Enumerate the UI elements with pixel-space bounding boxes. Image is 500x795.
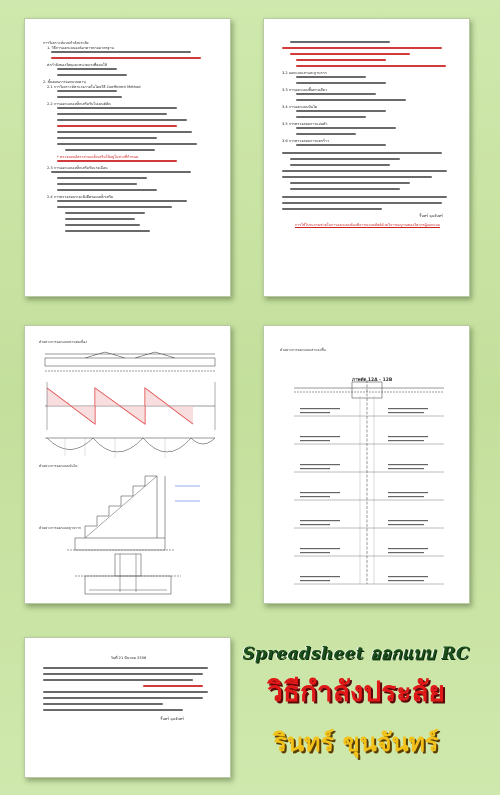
- text-line: [290, 164, 390, 166]
- section-line: 3.2 ออกแบบเสาและฐานราก: [282, 71, 327, 75]
- section-line: 2. ขั้นตอนการออกแบบคาน: [43, 80, 86, 84]
- signature: ริ้นทร์ ฉุนจันทร์: [160, 717, 184, 721]
- text-line: [57, 74, 127, 76]
- section-line: 2.4 การตรวจสอบระยะฝังยึดของเหล็กเสริม: [47, 195, 114, 199]
- title-method: วิธีกำลังประลัย: [267, 675, 445, 708]
- section-line: 3.3 การออกแบบพื้นทางเดียว: [282, 88, 328, 92]
- text-line: [43, 667, 208, 669]
- text-line: [57, 125, 177, 127]
- text-line: [296, 110, 386, 112]
- text-line: [290, 53, 410, 55]
- text-line: [51, 57, 201, 59]
- text-line: [282, 202, 442, 204]
- text-line: [43, 691, 208, 693]
- figure-caption: ตัวอย่างการออกแบบฐานราก: [39, 526, 81, 530]
- text-line: [296, 93, 376, 95]
- section-line: 2.3 การออกแบบเหล็กเสริมรับแรงเฉือน: [47, 166, 108, 170]
- closing-note: การใช้โปรแกรมช่วยในการออกแบบต้องพิจารณาผลลัพธ์ด้วยวิจารณญาณของวิศวกรผู้ออกแบบ: [294, 223, 441, 227]
- text-line: [296, 59, 386, 61]
- text-line: [57, 137, 157, 139]
- text-line: [57, 68, 117, 70]
- text-line: [57, 183, 137, 185]
- footing-section: [75, 554, 181, 594]
- section-line: ค่ากำลังของวัสดุและหน่วยแรงที่ยอมให้: [47, 63, 108, 67]
- author-name: รินทร์ ขุนจันทร์: [273, 728, 439, 757]
- text-line: [282, 170, 447, 172]
- text-line: [296, 76, 366, 78]
- text-line: [65, 149, 155, 151]
- text-line: [65, 218, 135, 220]
- column-detail-drawing: [264, 326, 470, 604]
- note-line: * ตรวจสอบอัตราส่วนเหล็กเสริมให้อยู่ในช่วงที่กำหนด: [57, 155, 139, 159]
- annotation-marks: [300, 408, 428, 581]
- text-line: [57, 90, 117, 92]
- text-line: [282, 196, 447, 198]
- text-line: [43, 703, 163, 705]
- drawing-page-3: [24, 325, 231, 604]
- text-line: [57, 113, 167, 115]
- text-line: [57, 131, 192, 133]
- moment-diagram: [45, 438, 215, 458]
- title-spreadsheet: Spreadsheet ออกแบบ RC: [242, 644, 470, 664]
- section-title: ภาพตัด 12A - 12B: [352, 378, 393, 383]
- figure-caption: ตัวอย่างการออกแบบบันได: [39, 464, 78, 468]
- text-line: [65, 230, 150, 232]
- text-line: [143, 685, 203, 687]
- drawing-page-4: [263, 325, 470, 604]
- text-line: [57, 177, 147, 179]
- section-line: 3.5 การตรวจสอบการแอ่นตัว: [282, 122, 328, 126]
- text-line: [57, 119, 187, 121]
- text-line: [290, 158, 400, 160]
- text-line: [43, 709, 183, 711]
- text-line: [296, 99, 406, 101]
- document-page-5: [24, 637, 231, 778]
- document-page-1: [24, 18, 231, 297]
- text-line: [57, 200, 187, 202]
- document-page-2: [263, 18, 470, 297]
- text-line: [57, 189, 157, 191]
- text-line: [296, 82, 386, 84]
- text-line: [43, 673, 203, 675]
- text-line: [296, 65, 446, 67]
- text-line: [296, 116, 366, 118]
- shear-diagram: [45, 382, 215, 430]
- text-line: [57, 143, 197, 145]
- text-line: [57, 160, 177, 162]
- section-line: 1. วิธีการออกแบบองค์อาคารตามมาตรฐาน: [47, 46, 114, 50]
- text-line: [65, 212, 145, 214]
- stair-section: [67, 476, 200, 550]
- text-line: [290, 41, 390, 43]
- text-line: [43, 697, 203, 699]
- text-line: [57, 96, 122, 98]
- section-line: 2.2 การออกแบบเหล็กเสริมรับโมเมนต์ดัด: [47, 102, 111, 106]
- text-line: [290, 188, 400, 190]
- text-line: [282, 176, 432, 178]
- text-line: [290, 182, 410, 184]
- text-line: [43, 679, 193, 681]
- section-line: 2.1 การวิเคราะห์หาแรงภายในโดยวิธี Coefficient Method: [47, 85, 141, 89]
- text-line: [282, 47, 442, 49]
- text-line: [51, 171, 191, 173]
- text-line: [296, 133, 356, 135]
- figure-caption: ตัวอย่างการออกแบบคานต่อเนื่อง: [39, 340, 87, 344]
- beam-elevation: [45, 352, 215, 371]
- text-line: [282, 152, 442, 154]
- text-line: [296, 144, 386, 146]
- text-line: [57, 107, 177, 109]
- letter-date: วันที่ 21 มีนาคม 2556: [110, 656, 147, 660]
- floor-levels: [294, 416, 444, 584]
- page-heading: การวิเคราะห์แบบกำลังประลัย: [43, 41, 89, 45]
- signature: ริ้นทร์ ฉุนจันทร์: [419, 214, 443, 218]
- section-line: 3.6 การตรวจสอบการแตกร้าว: [282, 139, 329, 143]
- text-line: [57, 206, 172, 208]
- text-line: [51, 51, 191, 53]
- text-line: [282, 208, 382, 210]
- section-line: 3.4 การออกแบบบันได: [282, 105, 318, 109]
- text-line: [296, 127, 396, 129]
- figure-caption: ตัวอย่างการออกแบบเสาและพื้น: [280, 348, 326, 352]
- text-line: [65, 224, 140, 226]
